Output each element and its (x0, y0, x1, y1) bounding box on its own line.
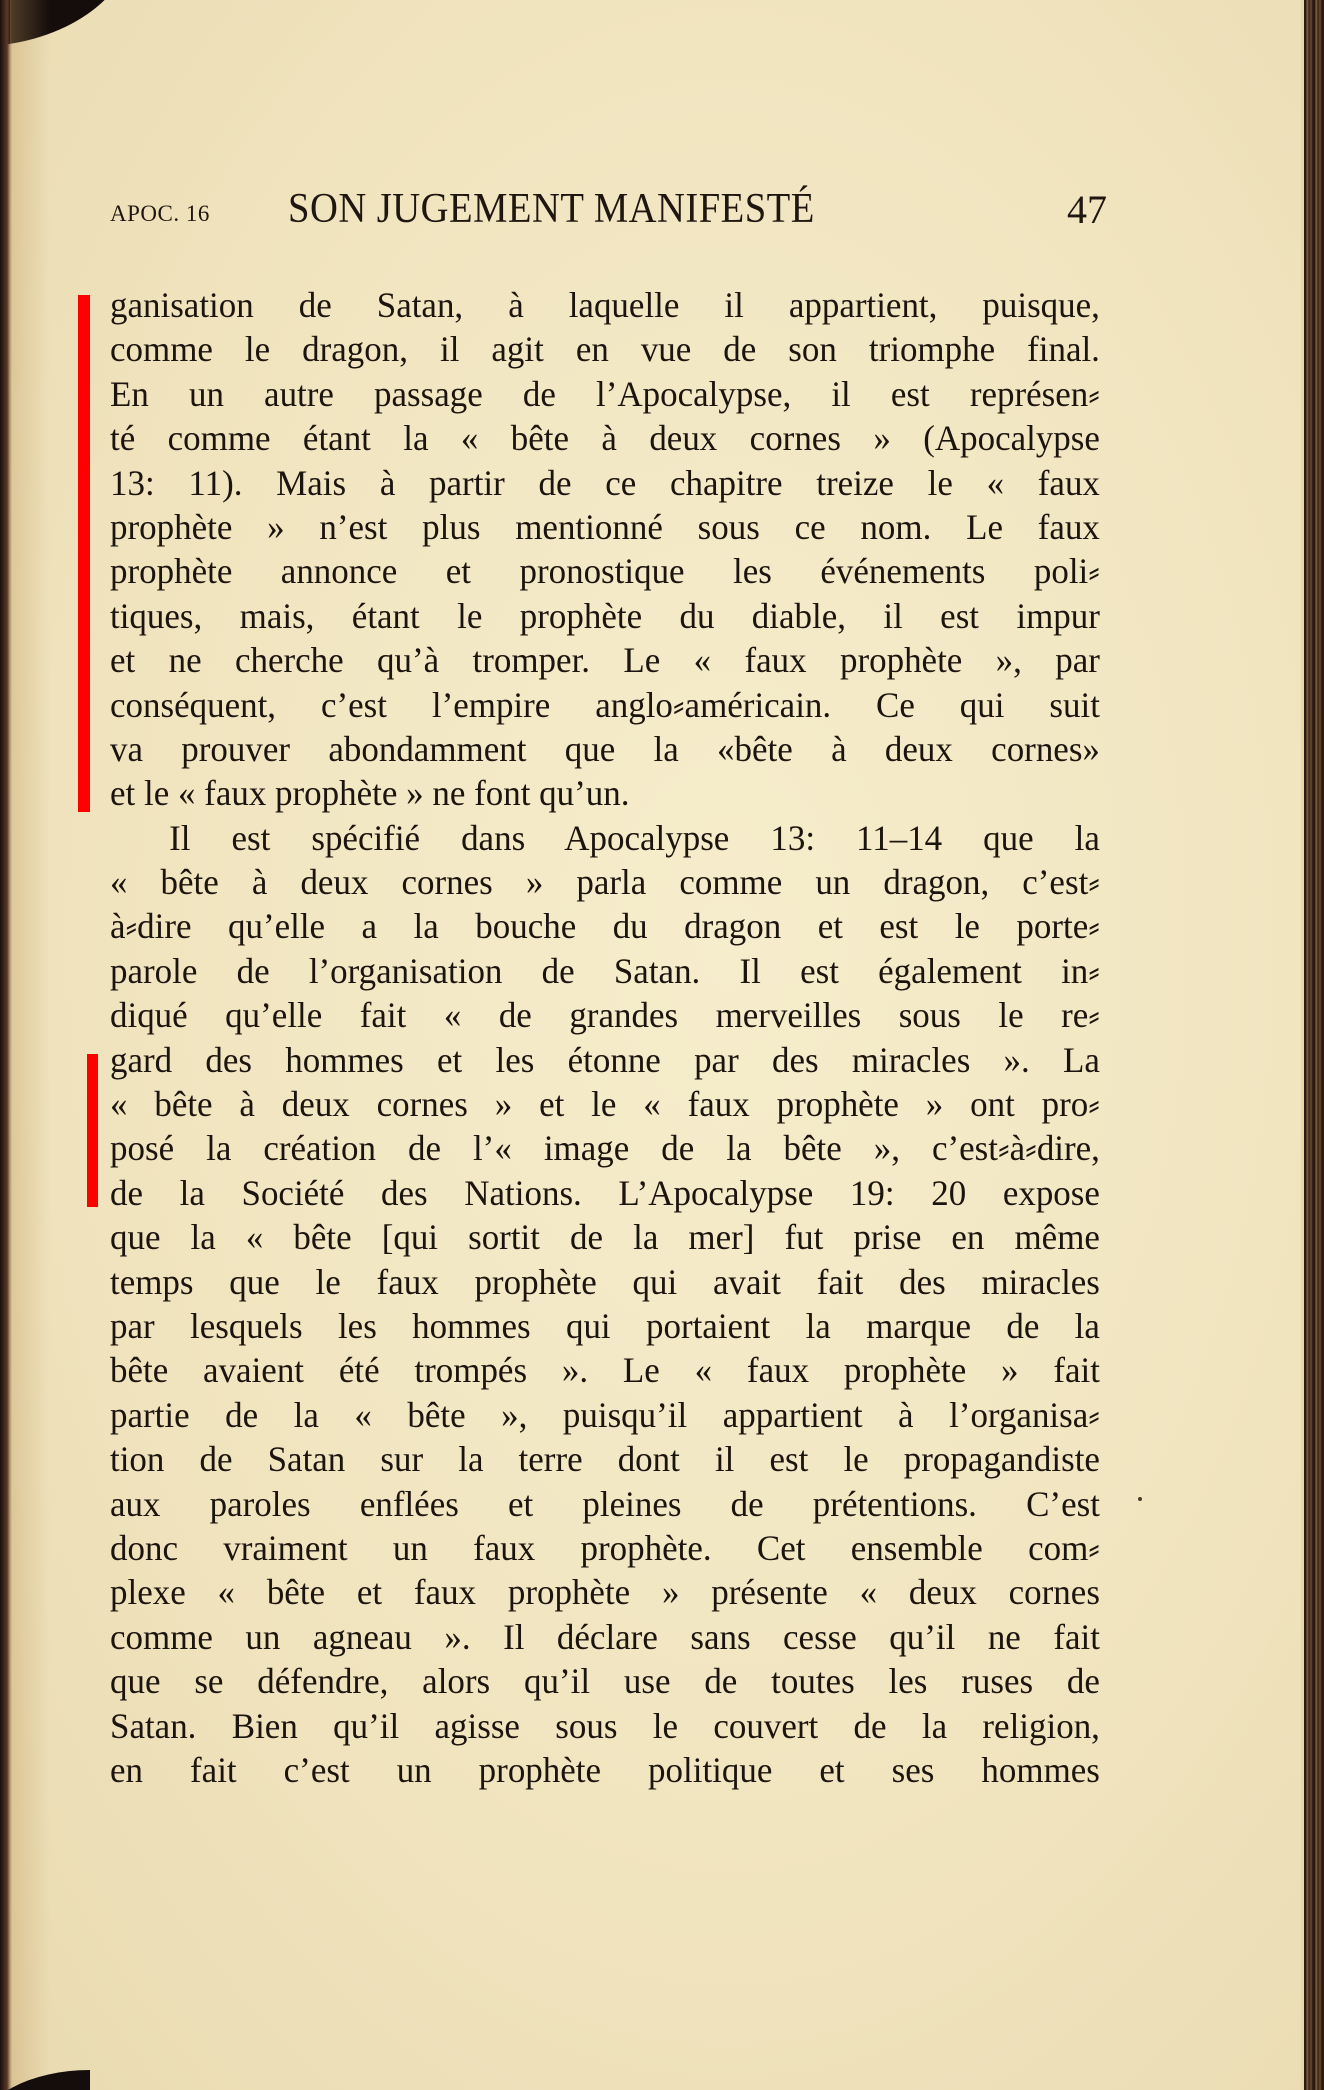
text-line: prophète » n’est plus mentionné sous ce nom. Le faux (110, 506, 1100, 547)
text-line: bête avaient été trompés ». Le « faux prophète » fait (110, 1350, 1100, 1391)
text-line: partie de la « bête », puisqu’il appartient à l’organisa⸗ (110, 1394, 1100, 1435)
paragraph-start-line: Il est spécifié dans Apocalypse 13: 11–14 que la (169, 817, 1100, 858)
text-line: et le « faux prophète » ne font qu’un. (110, 773, 630, 814)
page-number: 47 (1067, 187, 1107, 232)
page-title: SON JUGEMENT MANIFESTÉ (288, 186, 815, 232)
text-line: gard des hommes et les étonne par des miracles ». La (110, 1039, 1100, 1080)
text-line: tion de Satan sur la terre dont il est le propagandiste (110, 1439, 1100, 1480)
text-line: temps que le faux prophète qui avait fait des miracles (110, 1261, 1100, 1302)
text-line: aux paroles enflées et pleines de prétentions. C’est (110, 1483, 1100, 1524)
text-line: de la Société des Nations. L’Apocalypse 19: 20 expose (110, 1172, 1100, 1213)
text-line: en fait c’est un prophète politique et ses hommes (110, 1749, 1100, 1790)
highlight-marker-bar (87, 1054, 98, 1207)
text-line: Satan. Bien qu’il agisse sous le couvert de la religion, (110, 1705, 1100, 1746)
page-stack-edge (1304, 0, 1324, 2090)
section-reference: APOC. 16 (110, 201, 210, 226)
text-line: « bête à deux cornes » parla comme un dragon, c’est⸗ (110, 862, 1100, 903)
text-line: donc vraiment un faux prophète. Cet ensemble com⸗ (110, 1527, 1100, 1568)
text-line: diqué qu’elle fait « de grandes merveilles sous le re⸗ (110, 995, 1100, 1036)
text-line: tiques, mais, étant le prophète du diable, il est impur (110, 595, 1100, 636)
text-line: « bête à deux cornes » et le « faux prophète » ont pro⸗ (110, 1084, 1100, 1125)
text-line: 13: 11). Mais à partir de ce chapitre treize le « faux (110, 462, 1100, 503)
text-line: et ne cherche qu’à tromper. Le « faux prophète », par (110, 640, 1100, 681)
paper-speck (1138, 1497, 1142, 1501)
text-line: va prouver abondamment que la «bête à deux cornes» (110, 728, 1100, 769)
text-line: conséquent, c’est l’empire anglo⸗américain. Ce qui suit (110, 684, 1100, 725)
text-line: parole de l’organisation de Satan. Il est également in⸗ (110, 950, 1100, 991)
text-line: té comme étant la « bête à deux cornes » (Apocalypse (110, 418, 1100, 459)
text-line: à⸗dire qu’elle a la bouche du dragon et est le porte⸗ (110, 906, 1100, 947)
text-line: comme le dragon, il agit en vue de son triomphe final. (110, 329, 1100, 370)
body-text (110, 283, 1115, 1792)
text-line: que se défendre, alors qu’il use de toutes les ruses de (110, 1661, 1100, 1702)
text-line: que la « bête [qui sortit de la mer] fut prise en même (110, 1217, 1100, 1258)
text-line: comme un agneau ». Il déclare sans cesse qu’il ne fait (110, 1616, 1100, 1657)
text-line: posé la création de l’« image de la bête », c’est⸗à⸗dire, (110, 1128, 1100, 1169)
text-line: par lesquels les hommes qui portaient la marque de la (110, 1305, 1100, 1346)
text-line: plexe « bête et faux prophète » présente « deux cornes (110, 1572, 1100, 1613)
text-line: prophète annonce et pronostique les événements poli⸗ (110, 551, 1100, 592)
highlight-marker-bar (78, 295, 90, 812)
running-head (110, 185, 1115, 235)
page-fold-shading (10, 0, 50, 2090)
text-line: En un autre passage de l’Apocalypse, il est représen⸗ (110, 373, 1100, 414)
text-line: ganisation de Satan, à laquelle il appartient, puisque, (110, 285, 1100, 325)
